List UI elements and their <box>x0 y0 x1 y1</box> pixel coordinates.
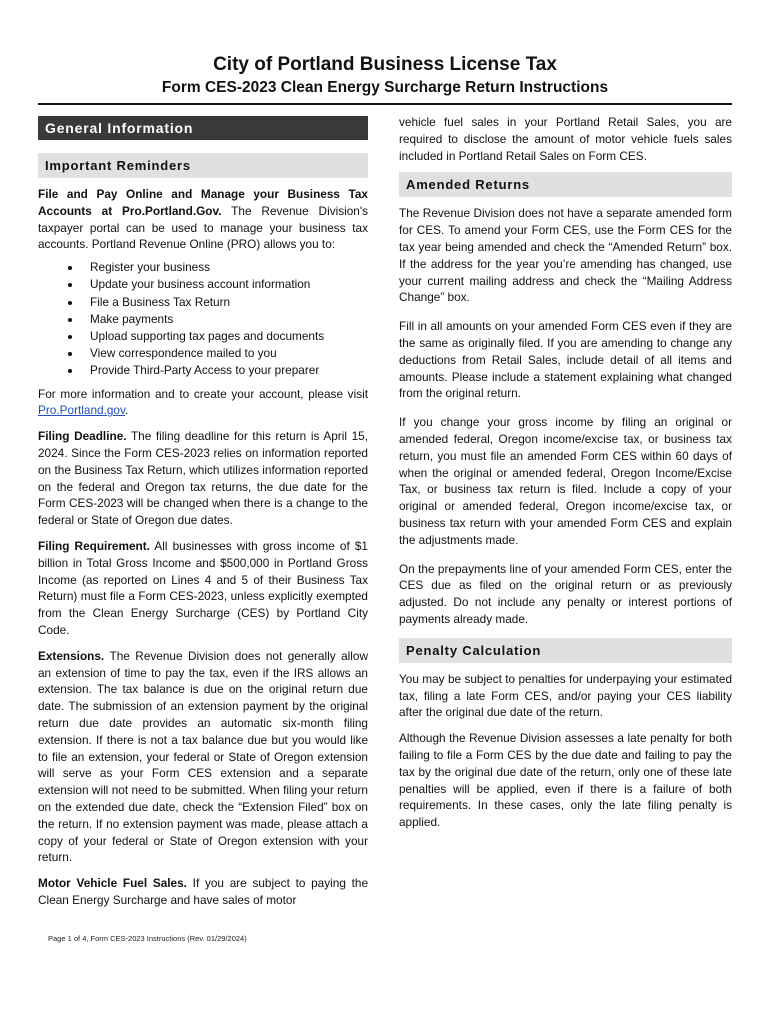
filing-deadline-text: The filing deadline for this return is April 15, 2024. Since the Form CES-2023 relies on information reported on the Business Tax Return, which utilizes information reported on the federal and Oregon tax returns, the due date for the Form CES-2023 will be changed when there is a change to the federal or State of Oregon due dates. <box>38 429 368 528</box>
header-divider <box>38 103 732 105</box>
amended-paragraph-3: If you change your gross income by filing an original or amended federal, Oregon income/excise tax, or business tax return, you must file an amended Form CES within 60 days of when the original or amended federal, Oregon Income/Excise Tax, or business tax return is filed. Include a copy of your original or amended federal, Oregon income/excise tax, or business tax return with your amended Form CES and explain the adjustments made. <box>399 415 732 547</box>
left-column <box>38 114 368 909</box>
extensions-text: The Revenue Division does not generally allow an extension of time to pay the tax, even if the IRS allows an extension. The tax balance is due on the original return due date. The submission of an extension payment by the original return due date provides an automatic six-month filing extension. If there is not a tax balance due but you would like to file an extension, your federal or State of Oregon extension will serve as your Form CES extension and a separate extension will not need to be submitted. When filing your return on the extended due date, check the “Extension Filed” box on the return. If no extension payment was made, please attach a copy of your federal or State of Oregon extension with your return. <box>38 648 368 865</box>
important-reminders-heading: Important Reminders <box>38 153 368 178</box>
list-item: • Update your business account information <box>82 276 368 293</box>
amended-paragraph-4: On the prepayments line of your amended Form CES, enter the CES due as filed on the original return or as previously adjusted. Do not include any penalty or interest portions of payments already made. <box>399 561 732 626</box>
amended-paragraph-1: The Revenue Division does not have a separate amended form for CES. To amend your Form CES, use the Form CES for the tax year being amended and check the “Amended Return” box. If the address for the year you’re amending has changed, use your current mailing address and check the “Mailing Address Change” box. <box>399 206 732 305</box>
list-item: • Make payments <box>82 311 368 328</box>
file-pay-bold: File and Pay Online and Manage your Business Tax Accounts at Pro.Portland.Gov. <box>38 187 368 218</box>
right-column <box>399 114 732 831</box>
motor-vehicle-paragraph <box>38 875 368 909</box>
filing-deadline-bold: Filing Deadline. <box>38 429 127 444</box>
filing-requirement-paragraph <box>38 538 368 639</box>
filing-deadline-paragraph <box>38 428 368 529</box>
amended-returns-heading: Amended Returns <box>399 172 732 197</box>
extensions-paragraph <box>38 648 368 866</box>
page-title: City of Portland Business License Tax <box>213 54 557 75</box>
page-footer: Page 1 of 4, Form CES-2023 Instructions (Rev. 01/29/2024) <box>48 934 247 943</box>
penalty-paragraph-1: You may be subject to penalties for underpaying your estimated tax, filing a late Form CES, and/or paying your CES liability after the original due date of the return. <box>399 671 732 720</box>
file-pay-text: The Revenue Division's taxpayer portal can be used to manage your business tax accounts. Portland Revenue Online (PRO) allows you to: <box>38 203 369 252</box>
list-item: • Upload supporting tax pages and documents <box>82 328 368 345</box>
filing-requirement-text: All businesses with gross income of $1 billion in Total Gross Income and $500,000 in Portland Gross Income (as reported on Lines 4 and 5 of their Business Tax Return) must file a Form CES-2023, unless explicitly exempted from the Clean Energy Surcharge (CES) by Portland City Code. <box>38 538 368 637</box>
list-item: • Register your business <box>82 259 368 276</box>
list-item: • File a Business Tax Return <box>82 294 368 311</box>
more-info-end: . <box>125 403 129 418</box>
extensions-bold: Extensions. <box>38 648 105 663</box>
page-subtitle: Form CES-2023 Clean Energy Surcharge Return Instructions <box>161 79 609 96</box>
filing-requirement-bold: Filing Requirement. <box>38 538 150 553</box>
list-item: • Provide Third-Party Access to your preparer <box>82 362 368 379</box>
list-item: • View correspondence mailed to you <box>82 345 368 362</box>
file-pay-paragraph <box>38 186 368 253</box>
motor-vehicle-continued: vehicle fuel sales in your Portland Retail Sales, you are required to disclose the amount of motor vehicle fuels sales included in Portland Retail Sales on Form CES. <box>399 115 732 163</box>
more-info-text: For more information and to create your account, please visit <box>38 386 368 401</box>
general-information-heading: General Information <box>38 116 368 140</box>
motor-vehicle-bold: Motor Vehicle Fuel Sales. <box>38 876 187 891</box>
pro-portland-link[interactable]: Pro.Portland.gov <box>38 403 125 418</box>
pro-feature-list <box>38 259 368 379</box>
amended-paragraph-2: Fill in all amounts on your amended Form CES even if they are the same as originally filed. If you are amending to change any deductions from Retail Sales, include detail of all items and amounts. Please include a statement explaining what changed from the original return. <box>399 319 732 401</box>
more-info-paragraph <box>38 386 368 420</box>
motor-vehicle-text: If you are subject to paying the Clean Energy Surcharge and have sales of motor <box>38 876 369 907</box>
penalty-paragraph-2: Although the Revenue Division assesses a late penalty for both failing to file a Form CES by the due date and failing to pay the tax by the original due date of the return, only one of these late penalties will be applied, even if there is a failure of both requirements. In these cases, only the late filing penalty is applied. <box>399 731 732 830</box>
penalty-calculation-heading: Penalty Calculation <box>399 638 732 663</box>
